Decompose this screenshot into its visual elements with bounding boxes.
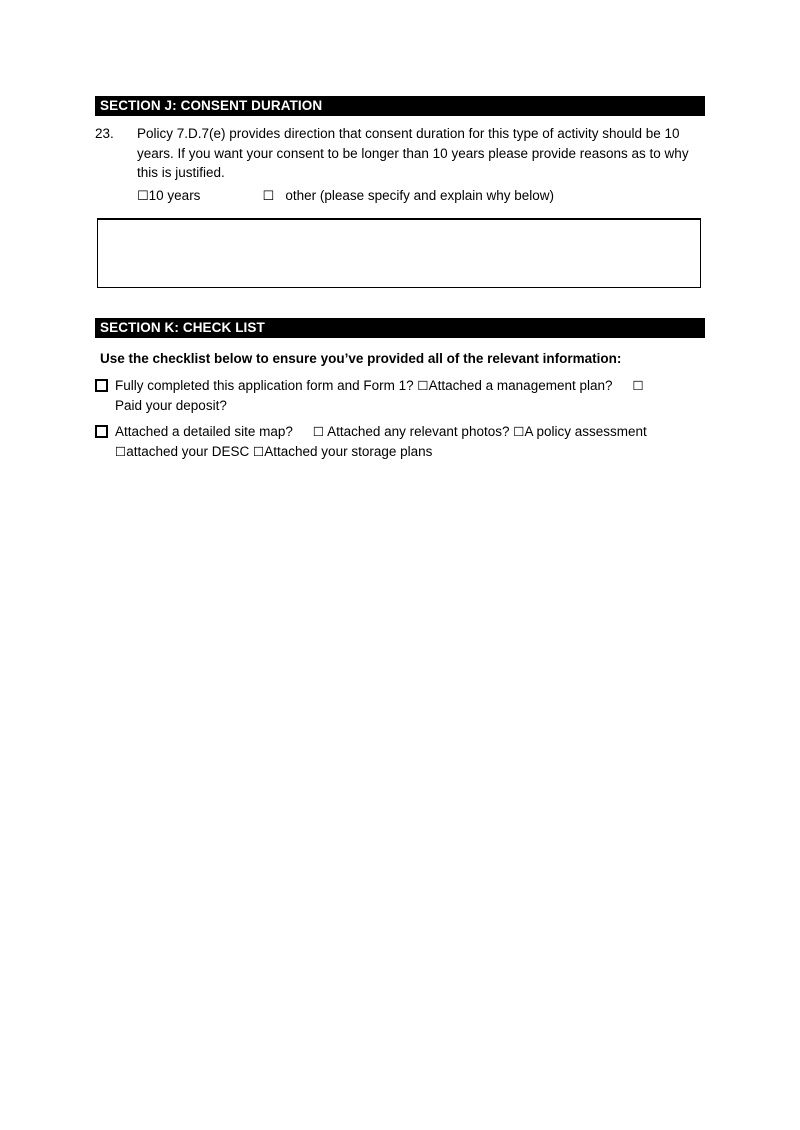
checkbox-icon[interactable]: ☐ <box>137 188 149 204</box>
option-other-label: other (please specify and explain why below) <box>285 187 555 203</box>
checklist-item-2-text <box>115 422 705 461</box>
checklist-item-1-text <box>115 376 705 415</box>
checklist-item-2-inline-1-label: A policy assessment <box>524 424 647 439</box>
question-text: Policy 7.D.7(e) provides direction that consent duration for this type of activity should be 10 years. If you want your consent to be longer than 10 years please provide reasons as to why this is justified. <box>137 126 689 180</box>
option-other[interactable] <box>262 186 554 207</box>
checklist-item-1[interactable] <box>95 376 705 415</box>
checklist-item-1-lead: Fully completed this application form and Form 1? <box>115 378 414 393</box>
checkbox-icon[interactable] <box>95 379 108 392</box>
section-header-check-list: SECTION K: CHECK LIST <box>95 318 705 338</box>
checkbox-icon[interactable]: ☐ <box>312 424 325 439</box>
question-number: 23. <box>95 126 114 141</box>
checklist-item-1-trailing: Paid your deposit? <box>115 397 227 413</box>
section-spacer <box>95 288 705 318</box>
consent-duration-answer-box[interactable] <box>97 218 701 288</box>
checklist-item-2-trailing-1-label: Attached your storage plans <box>264 443 433 459</box>
section-header-consent-duration: SECTION J: CONSENT DURATION <box>95 96 705 116</box>
option-10-years-label: 10 years <box>148 187 201 203</box>
checkbox-icon[interactable]: ☐ <box>513 424 525 439</box>
checklist-item-2-trailing-0-label: attached your DESC <box>126 443 254 459</box>
checkbox-icon[interactable]: ☐ <box>262 188 275 204</box>
option-10-years[interactable] <box>137 186 200 207</box>
checklist-item-2-lead: Attached a detailed site map? <box>115 424 293 439</box>
checkbox-icon[interactable]: ☐ <box>253 443 265 459</box>
checkbox-icon[interactable] <box>95 425 108 438</box>
question-23 <box>95 124 705 206</box>
checkbox-icon[interactable]: ☐ <box>417 378 429 393</box>
page-content <box>95 96 705 461</box>
checklist-item-1-inline-0-label: Attached a management plan? <box>428 378 613 393</box>
consent-duration-options <box>137 186 705 207</box>
checklist-item-2[interactable] <box>95 422 705 461</box>
checkbox-icon[interactable]: ☐ <box>115 443 127 459</box>
question-body <box>137 124 705 206</box>
checklist-intro: Use the checklist below to ensure you’ve provided all of the relevant information: <box>100 351 622 366</box>
checkbox-icon[interactable]: ☐ <box>632 378 644 393</box>
checklist-item-2-inline-0-label: Attached any relevant photos? <box>324 424 510 439</box>
